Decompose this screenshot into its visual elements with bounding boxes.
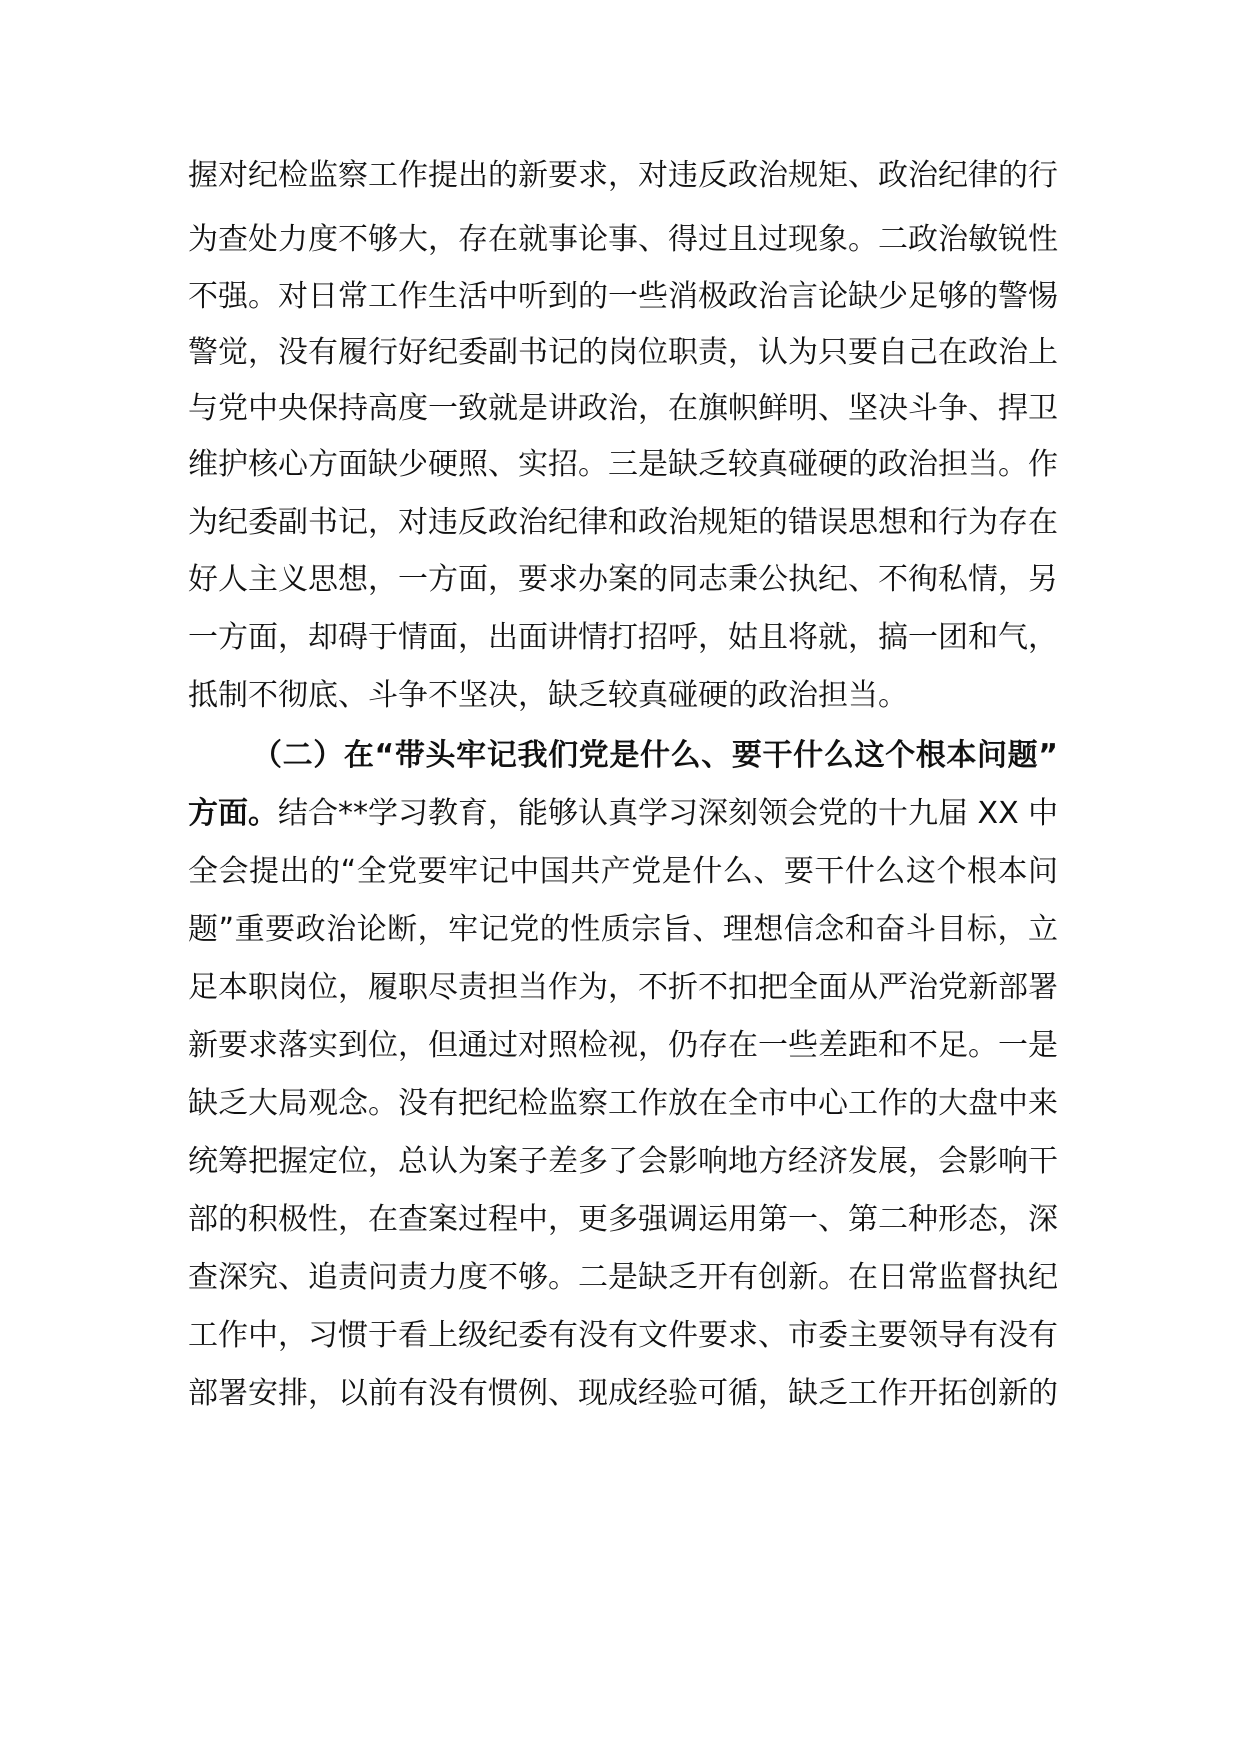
body-text-line: 为查处力度不够大，存在就事论事、得过且过现象。二政治敏锐性 <box>188 222 1058 257</box>
body-text-line: 维护核心方面缺少硬照、实招。三是缺乏较真碰硬的政治担当。作 <box>188 447 1058 482</box>
body-text-line: 题”重要政治论断，牢记党的性质宗旨、理想信念和奋斗目标，立 <box>188 912 1058 947</box>
body-text-line: 警觉，没有履行好纪委副书记的岗位职责，认为只要自己在政治上 <box>188 335 1058 370</box>
body-text-line: 缺乏大局观念。没有把纪检监察工作放在全市中心工作的大盘中来 <box>188 1086 1058 1121</box>
body-text-line: 一方面，却碍于情面，出面讲情打招呼，姑且将就，搞一团和气， <box>188 620 1058 655</box>
section-heading-tail: 方面。 <box>188 796 278 831</box>
section-heading: （二）在“带头牢记我们党是什么、要干什么这个根本问题” <box>252 738 1058 773</box>
body-text-line: 工作中，习惯于看上级纪委有没有文件要求、市委主要领导有没有 <box>188 1318 1058 1353</box>
body-text-line: 为纪委副书记，对违反政治纪律和政治规矩的错误思想和行为存在 <box>188 505 1058 540</box>
body-text-inline: 结合**学习教育，能够认真学习深刻领会党的十九届 XX 中 <box>278 796 1059 831</box>
section-heading-continuation <box>188 781 1058 847</box>
body-text-line: 统筹把握定位，总认为案子差多了会影响地方经济发展，会影响干 <box>188 1144 1058 1179</box>
body-text-line: 全会提出的“全党要牢记中国共产党是什么、要干什么这个根本问 <box>188 854 1058 889</box>
body-text-line: 部署安排，以前有没有惯例、现成经验可循，缺乏工作开拓创新的 <box>188 1376 1058 1411</box>
body-text-line: 新要求落实到位，但通过对照检视，仍存在一些差距和不足。一是 <box>188 1028 1058 1063</box>
body-text-line: 与党中央保持高度一致就是讲政治，在旗帜鲜明、坚决斗争、捍卫 <box>188 391 1058 426</box>
body-text-line: 足本职岗位，履职尽责担当作为，不折不扣把全面从严治党新部署 <box>188 970 1058 1005</box>
body-text-line: 查深究、追责问责力度不够。二是缺乏开有创新。在日常监督执纪 <box>188 1260 1058 1295</box>
body-text-line: 抵制不彻底、斗争不坚决，缺乏较真碰硬的政治担当。 <box>188 678 908 713</box>
body-text-line: 好人主义思想，一方面，要求办案的同志秉公执纪、不徇私情，另 <box>188 562 1058 597</box>
body-text-line: 不强。对日常工作生活中听到的一些消极政治言论缺少足够的警惕 <box>188 279 1058 314</box>
body-text-line: 握对纪检监察工作提出的新要求，对违反政治规矩、政治纪律的行 <box>188 158 1058 193</box>
body-text-line: 部的积极性，在查案过程中，更多强调运用第一、第二种形态，深 <box>188 1202 1058 1237</box>
